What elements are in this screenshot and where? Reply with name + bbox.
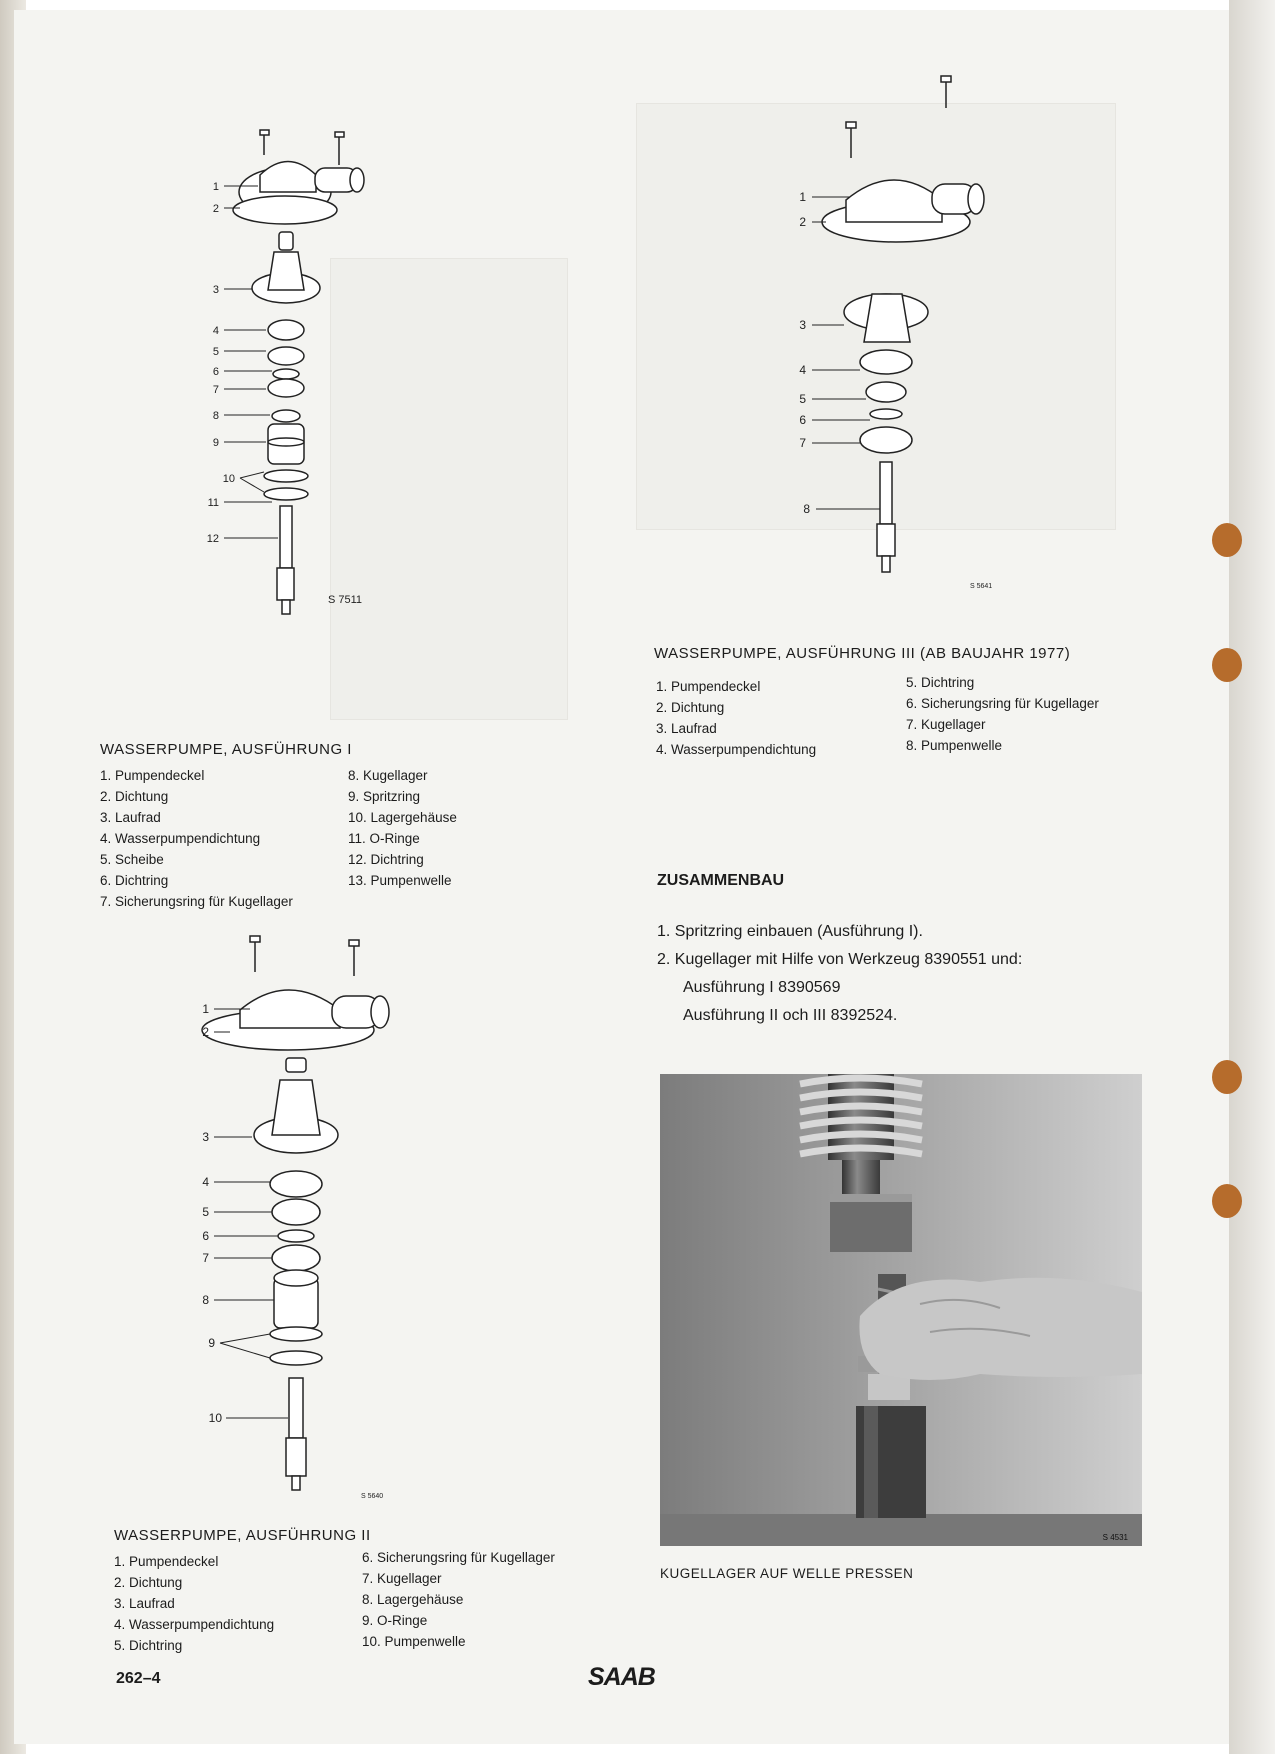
- callout-label: 8: [803, 502, 810, 516]
- assembly-substep: Ausführung II och III 8392524.: [683, 1007, 898, 1024]
- list-item: 1. Pumpendeckel: [100, 768, 205, 783]
- callout-label: 9: [208, 1336, 215, 1350]
- assembly-step: 1. Spritzring einbauen (Ausführung I).: [657, 923, 923, 940]
- callout-label: 3: [202, 1130, 209, 1144]
- callout-label: 7: [212, 384, 219, 396]
- list-item: 2. Dichtung: [656, 700, 725, 715]
- list-item: 4. Wasserpumpendichtung: [114, 1617, 275, 1632]
- callout-label: 10: [222, 473, 235, 485]
- callout-label: 12: [206, 533, 219, 545]
- list-item: 1. Pumpendeckel: [114, 1554, 219, 1569]
- list-item: 6. Sicherungsring für Kugellager: [362, 1550, 555, 1565]
- list-item: 10. Lagergehäuse: [348, 810, 457, 825]
- list-item: 4. Wasserpumpendichtung: [100, 831, 261, 846]
- list-item: 5. Dichtring: [906, 675, 975, 690]
- figure-code: S 7511: [328, 594, 363, 606]
- page-edge-shadow: [1229, 0, 1275, 1754]
- figure-code: S 4531: [1102, 1533, 1128, 1542]
- binder-hole: [1212, 648, 1242, 682]
- list-item: 2. Dichtung: [100, 789, 169, 804]
- section-title: WASSERPUMPE, AUSFÜHRUNG II: [114, 1527, 371, 1544]
- figure-code: S 5641: [970, 583, 993, 590]
- list-item: 12. Dichtring: [348, 852, 424, 867]
- parts-list: [906, 672, 1099, 756]
- parts-list: [348, 765, 457, 891]
- list-item: 3. Laufrad: [114, 1596, 175, 1611]
- parts-list: [114, 1551, 274, 1656]
- callout-label: 6: [799, 413, 806, 427]
- list-item: 8. Pumpenwelle: [906, 738, 1003, 753]
- callout-label: 2: [799, 215, 806, 229]
- callout-label: 2: [212, 203, 219, 215]
- list-item: 4. Wasserpumpendichtung: [656, 742, 817, 757]
- list-item: 8. Lagergehäuse: [362, 1592, 464, 1607]
- list-item: 7. Kugellager: [362, 1571, 442, 1586]
- callout-label: 4: [799, 363, 806, 377]
- parts-list: [656, 676, 816, 760]
- list-item: 7. Sicherungsring für Kugellager: [100, 894, 293, 909]
- parts-list: [362, 1547, 555, 1652]
- callout-label: 7: [202, 1251, 209, 1265]
- assembly-step: 2. Kugellager mit Hilfe von Werkzeug 8390551 und:: [657, 951, 1023, 968]
- callout-label: 3: [212, 284, 219, 296]
- photo-caption: KUGELLAGER AUF WELLE PRESSEN: [660, 1566, 914, 1581]
- parts-list: [100, 765, 293, 912]
- callout-label: 10: [208, 1411, 222, 1425]
- list-item: 2. Dichtung: [114, 1575, 183, 1590]
- list-item: 1. Pumpendeckel: [656, 679, 761, 694]
- callout-label: 1: [799, 190, 806, 204]
- assembly-substep: Ausführung I 8390569: [683, 979, 841, 996]
- callout-label: 6: [202, 1229, 209, 1243]
- list-item: 13. Pumpenwelle: [348, 873, 452, 888]
- list-item: 7. Kugellager: [906, 717, 986, 732]
- binder-hole: [1212, 523, 1242, 557]
- assembly-heading: ZUSAMMENBAU: [657, 872, 785, 889]
- binder-hole: [1212, 1060, 1242, 1094]
- list-item: 3. Laufrad: [100, 810, 161, 825]
- list-item: 10. Pumpenwelle: [362, 1634, 466, 1649]
- callout-label: 4: [202, 1175, 209, 1189]
- callout-label: 7: [799, 436, 806, 450]
- callout-label: 8: [202, 1293, 209, 1307]
- pump-diagram-version-2: [190, 930, 590, 1510]
- page-number: 262–4: [116, 1670, 161, 1687]
- figure-code: S 5640: [361, 1493, 384, 1500]
- pump-diagram-version-3: [786, 72, 1026, 602]
- list-item: 6. Sicherungsring für Kugellager: [906, 696, 1099, 711]
- callout-label: 9: [212, 437, 219, 449]
- callout-label: 1: [202, 1002, 209, 1016]
- section-title: WASSERPUMPE, AUSFÜHRUNG I: [100, 741, 352, 758]
- pump-diagram-version-1: [200, 120, 580, 620]
- callout-label: 8: [212, 410, 219, 422]
- callout-label: 5: [212, 346, 219, 358]
- list-item: 11. O-Ringe: [348, 831, 420, 846]
- saab-logo: SAAB: [588, 1663, 655, 1691]
- list-item: 5. Scheibe: [100, 852, 164, 867]
- press-photo: [660, 1074, 1142, 1546]
- callout-label: 2: [202, 1025, 209, 1039]
- list-item: 6. Dichtring: [100, 873, 169, 888]
- section-title: WASSERPUMPE, AUSFÜHRUNG III (AB BAUJAHR 1977): [654, 645, 1071, 662]
- list-item: 9. O-Ringe: [362, 1613, 428, 1628]
- list-item: 8. Kugellager: [348, 768, 428, 783]
- callout-label: 5: [202, 1205, 209, 1219]
- assembly-steps: [657, 918, 1022, 1030]
- callout-label: 3: [799, 318, 806, 332]
- list-item: 9. Spritzring: [348, 789, 421, 804]
- callout-label: 1: [212, 181, 219, 193]
- callout-label: 4: [212, 325, 219, 337]
- callout-label: 11: [207, 497, 219, 509]
- list-item: 5. Dichtring: [114, 1638, 183, 1653]
- binder-hole: [1212, 1184, 1242, 1218]
- callout-label: 5: [799, 392, 806, 406]
- callout-label: 6: [212, 366, 219, 378]
- list-item: 3. Laufrad: [656, 721, 717, 736]
